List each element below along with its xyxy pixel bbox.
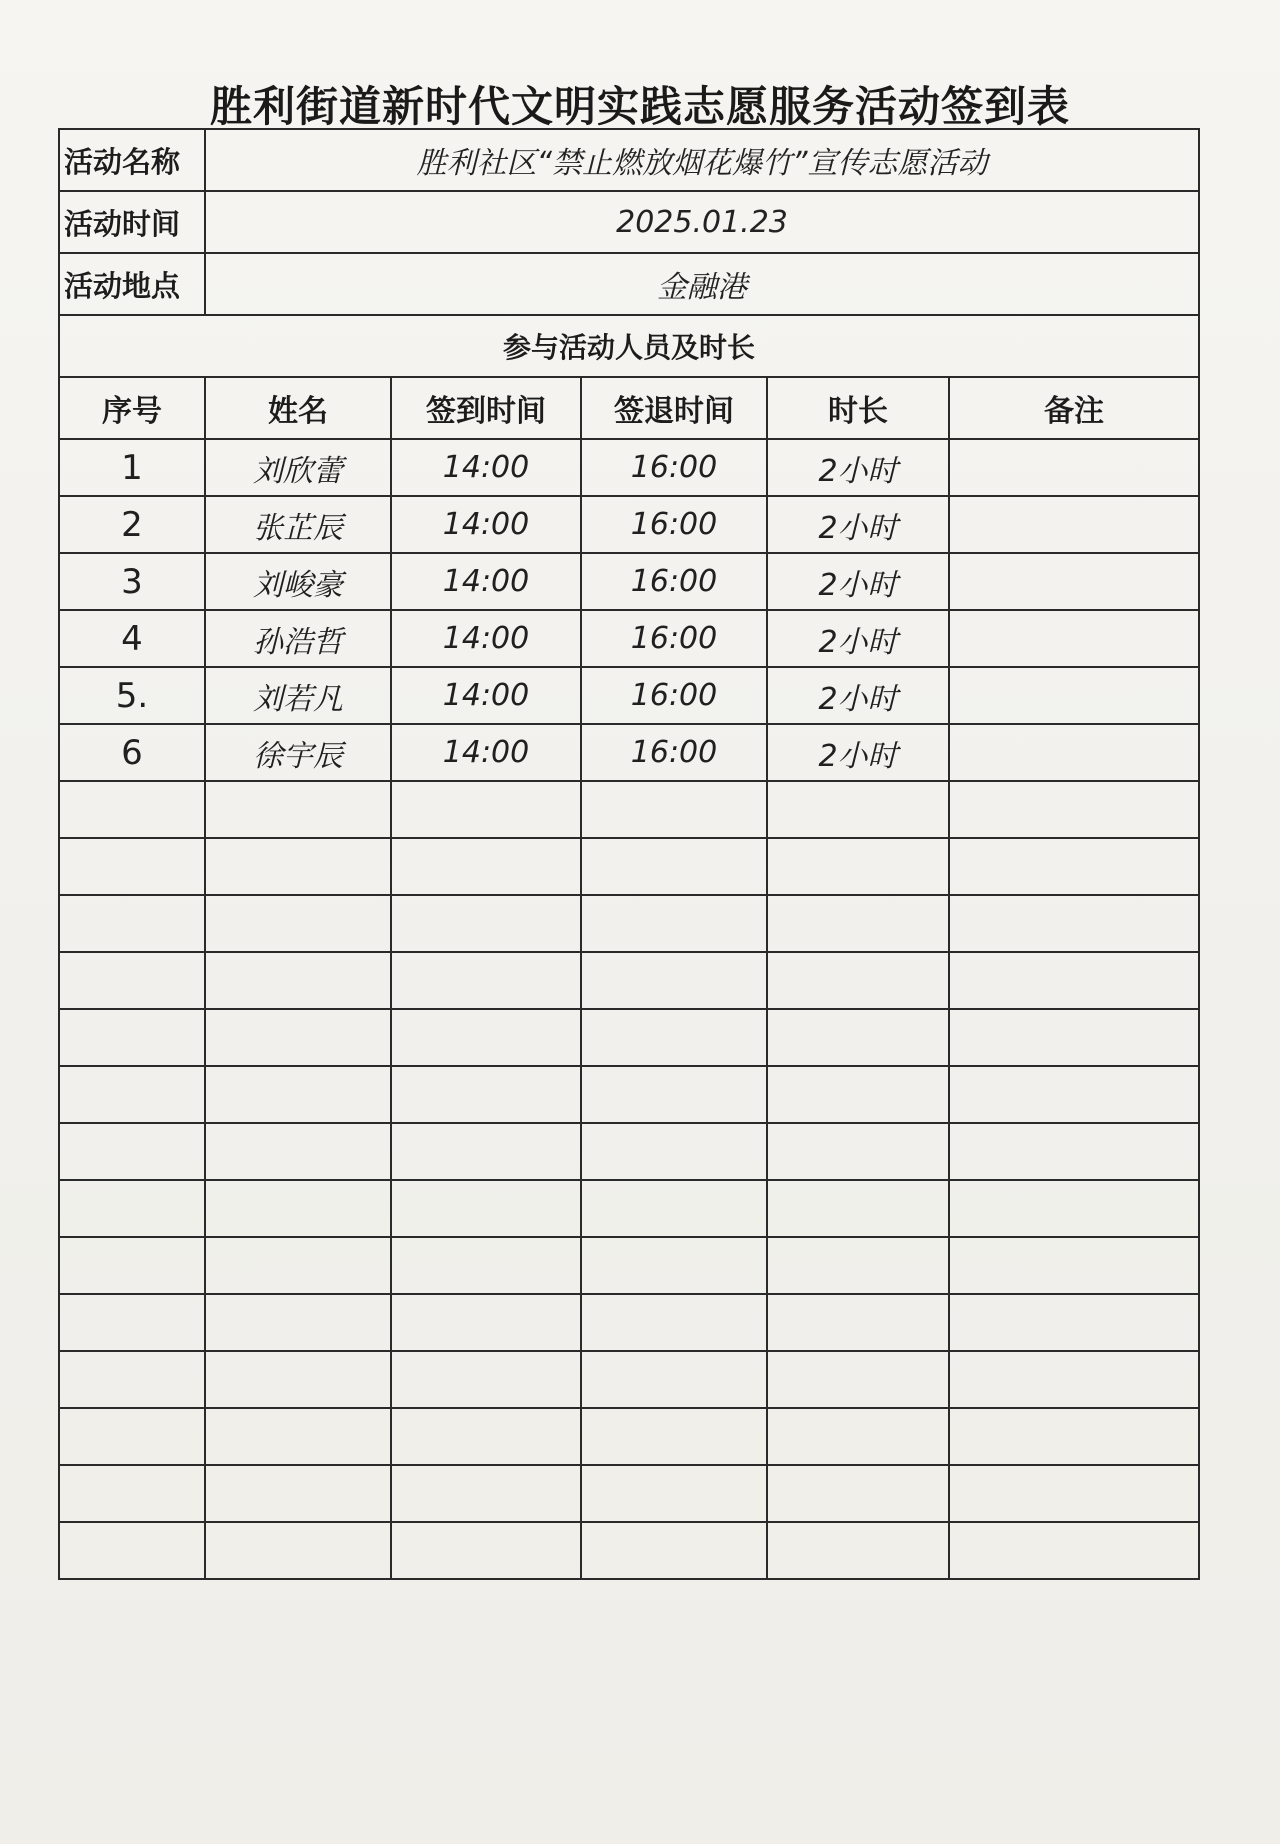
activity-time-label: 活动时间: [59, 191, 205, 253]
duration-cell: [767, 1351, 949, 1408]
sign-in-cell: [391, 1408, 581, 1465]
name-cell: 徐宇辰: [205, 724, 391, 781]
note-cell: [949, 838, 1199, 895]
name-cell: 刘欣蕾: [205, 439, 391, 496]
note-cell: [949, 781, 1199, 838]
sign-in-cell: 14:00: [391, 610, 581, 667]
seq-cell: 4: [59, 610, 205, 667]
duration-cell: [767, 1066, 949, 1123]
note-cell: [949, 724, 1199, 781]
name-cell: [205, 952, 391, 1009]
note-cell: [949, 1123, 1199, 1180]
blank-row: [59, 1465, 1199, 1522]
sign-out-cell: [581, 838, 767, 895]
seq-cell: [59, 838, 205, 895]
sign-out-cell: [581, 1123, 767, 1180]
sign-in-cell: [391, 1066, 581, 1123]
seq-cell: [59, 781, 205, 838]
duration-cell: 2小时: [767, 439, 949, 496]
duration-cell: 2小时: [767, 553, 949, 610]
sign-in-cell: [391, 1465, 581, 1522]
name-cell: [205, 1009, 391, 1066]
duration-cell: [767, 1294, 949, 1351]
sign-out-cell: [581, 1009, 767, 1066]
sign-out-cell: [581, 1351, 767, 1408]
blank-row: [59, 1294, 1199, 1351]
col-header-seq: 序号: [59, 377, 205, 439]
blank-row: [59, 1066, 1199, 1123]
participant-row: [59, 667, 1199, 724]
activity-time-row: [59, 191, 1199, 253]
name-cell: [205, 838, 391, 895]
duration-cell: [767, 1408, 949, 1465]
sign-in-cell: [391, 1009, 581, 1066]
seq-cell: [59, 1465, 205, 1522]
duration-cell: [767, 1237, 949, 1294]
note-cell: [949, 1066, 1199, 1123]
seq-cell: [59, 1180, 205, 1237]
note-cell: [949, 1294, 1199, 1351]
seq-cell: [59, 952, 205, 1009]
name-cell: [205, 1294, 391, 1351]
seq-cell: [59, 1066, 205, 1123]
duration-cell: [767, 895, 949, 952]
form-title: 胜利街道新时代文明实践志愿服务活动签到表: [209, 82, 1070, 131]
blank-row: [59, 1408, 1199, 1465]
seq-cell: 2: [59, 496, 205, 553]
duration-cell: [767, 1465, 949, 1522]
name-cell: 刘若凡: [205, 667, 391, 724]
name-cell: [205, 1180, 391, 1237]
note-cell: [949, 1465, 1199, 1522]
note-cell: [949, 1408, 1199, 1465]
name-cell: [205, 895, 391, 952]
sign-in-cell: [391, 1180, 581, 1237]
sign-in-cell: 14:00: [391, 553, 581, 610]
sign-out-cell: 16:00: [581, 667, 767, 724]
sign-in-cell: [391, 1237, 581, 1294]
blank-row: [59, 1123, 1199, 1180]
note-cell: [949, 895, 1199, 952]
seq-cell: 6: [59, 724, 205, 781]
seq-cell: [59, 1009, 205, 1066]
col-header-duration: 时长: [767, 377, 949, 439]
duration-cell: [767, 1180, 949, 1237]
sign-out-cell: [581, 1465, 767, 1522]
seq-cell: [59, 1408, 205, 1465]
duration-cell: 2小时: [767, 610, 949, 667]
name-cell: [205, 1066, 391, 1123]
sign-out-cell: [581, 1522, 767, 1579]
blank-row: [59, 1180, 1199, 1237]
note-cell: [949, 553, 1199, 610]
duration-cell: 2小时: [767, 667, 949, 724]
seq-cell: [59, 1351, 205, 1408]
participant-row: [59, 610, 1199, 667]
sign-in-cell: 14:00: [391, 496, 581, 553]
activity-name-value: 胜利社区“禁止燃放烟花爆竹”宣传志愿活动: [205, 129, 1199, 191]
blank-row: [59, 1237, 1199, 1294]
note-cell: [949, 1237, 1199, 1294]
activity-place-label: 活动地点: [59, 253, 205, 315]
seq-cell: 1: [59, 439, 205, 496]
seq-cell: [59, 1123, 205, 1180]
participants-section-title: 参与活动人员及时长: [59, 315, 1199, 377]
blank-row: [59, 838, 1199, 895]
note-cell: [949, 1009, 1199, 1066]
col-header-name: 姓名: [205, 377, 391, 439]
name-cell: [205, 1123, 391, 1180]
sign-in-cell: [391, 1522, 581, 1579]
participant-row: [59, 724, 1199, 781]
sign-in-cell: [391, 838, 581, 895]
sign-in-cell: 14:00: [391, 667, 581, 724]
name-cell: 刘峻豪: [205, 553, 391, 610]
name-cell: [205, 1237, 391, 1294]
seq-cell: [59, 895, 205, 952]
sign-in-cell: [391, 1351, 581, 1408]
note-cell: [949, 1180, 1199, 1237]
sign-out-cell: [581, 895, 767, 952]
seq-cell: 5.: [59, 667, 205, 724]
sign-out-cell: [581, 952, 767, 1009]
name-cell: [205, 1522, 391, 1579]
sign-out-cell: [581, 1237, 767, 1294]
name-cell: 孙浩哲: [205, 610, 391, 667]
seq-cell: [59, 1522, 205, 1579]
note-cell: [949, 1522, 1199, 1579]
note-cell: [949, 1351, 1199, 1408]
note-cell: [949, 610, 1199, 667]
sign-out-cell: 16:00: [581, 439, 767, 496]
sign-out-cell: [581, 1408, 767, 1465]
activity-name-label: 活动名称: [59, 129, 205, 191]
name-cell: [205, 781, 391, 838]
duration-cell: [767, 781, 949, 838]
blank-row: [59, 895, 1199, 952]
duration-cell: 2小时: [767, 724, 949, 781]
blank-row: [59, 1522, 1199, 1579]
sign-out-cell: 16:00: [581, 496, 767, 553]
sign-out-cell: [581, 1294, 767, 1351]
blank-row: [59, 1009, 1199, 1066]
duration-cell: [767, 838, 949, 895]
section-title-row: [59, 315, 1199, 377]
activity-name-row: [59, 129, 1199, 191]
seq-cell: [59, 1294, 205, 1351]
duration-cell: [767, 952, 949, 1009]
participant-row: [59, 439, 1199, 496]
seq-cell: 3: [59, 553, 205, 610]
participant-row: [59, 553, 1199, 610]
sign-in-cell: [391, 781, 581, 838]
sign-in-cell: [391, 952, 581, 1009]
duration-cell: 2小时: [767, 496, 949, 553]
duration-cell: [767, 1009, 949, 1066]
col-header-note: 备注: [949, 377, 1199, 439]
sign-out-cell: 16:00: [581, 724, 767, 781]
sign-in-form: [58, 128, 1200, 1580]
seq-cell: [59, 1237, 205, 1294]
sign-in-cell: [391, 1123, 581, 1180]
sign-in-cell: [391, 1294, 581, 1351]
note-cell: [949, 439, 1199, 496]
activity-place-row: [59, 253, 1199, 315]
sign-out-cell: 16:00: [581, 610, 767, 667]
participant-row: [59, 496, 1199, 553]
activity-place-value: 金融港: [205, 253, 1199, 315]
name-cell: [205, 1465, 391, 1522]
sign-in-cell: 14:00: [391, 724, 581, 781]
col-header-sign-in: 签到时间: [391, 377, 581, 439]
sign-out-cell: [581, 781, 767, 838]
note-cell: [949, 667, 1199, 724]
sign-out-cell: [581, 1180, 767, 1237]
duration-cell: [767, 1522, 949, 1579]
activity-time-value: 2025.01.23: [205, 191, 1199, 253]
sign-in-cell: [391, 895, 581, 952]
name-cell: [205, 1408, 391, 1465]
blank-row: [59, 1351, 1199, 1408]
duration-cell: [767, 1123, 949, 1180]
name-cell: 张芷辰: [205, 496, 391, 553]
name-cell: [205, 1351, 391, 1408]
sign-out-cell: 16:00: [581, 553, 767, 610]
note-cell: [949, 496, 1199, 553]
blank-row: [59, 781, 1199, 838]
sign-out-cell: [581, 1066, 767, 1123]
note-cell: [949, 952, 1199, 1009]
sign-in-cell: 14:00: [391, 439, 581, 496]
col-header-sign-out: 签退时间: [581, 377, 767, 439]
column-header-row: [59, 377, 1199, 439]
blank-row: [59, 952, 1199, 1009]
